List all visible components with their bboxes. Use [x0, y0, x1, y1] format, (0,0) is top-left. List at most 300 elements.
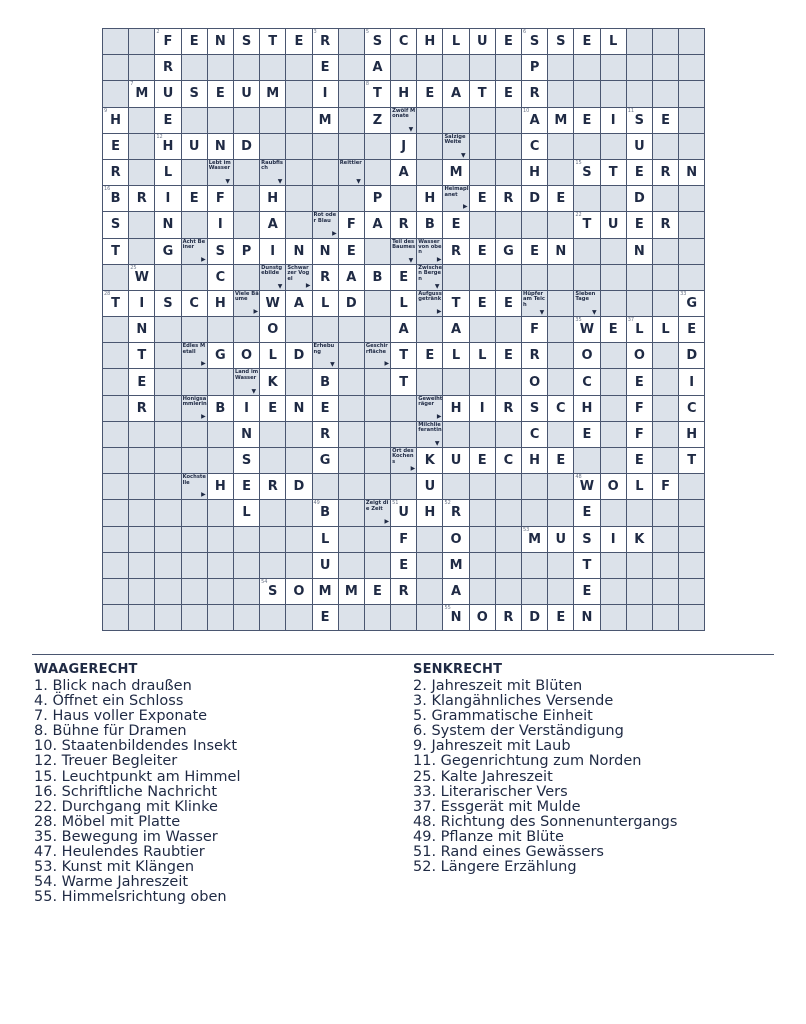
cell-number: 22 — [575, 212, 582, 219]
block-cell — [679, 81, 705, 107]
cell-letter: M — [135, 86, 149, 102]
block-cell — [574, 186, 600, 212]
block-cell — [103, 55, 129, 81]
block-cell — [129, 527, 155, 553]
block-cell — [548, 369, 574, 395]
letter-cell — [522, 29, 548, 55]
block-cell — [208, 317, 234, 343]
block-cell — [417, 134, 443, 160]
letter-cell — [601, 108, 627, 134]
block-cell — [103, 422, 129, 448]
cell-letter: N — [241, 426, 252, 442]
clue-cell-text: Raubfisch — [261, 159, 283, 172]
cell-letter: H — [424, 505, 436, 521]
letter-cell — [443, 212, 469, 238]
letter-cell — [574, 160, 600, 186]
letter-cell — [365, 55, 391, 81]
cell-letter: N — [293, 400, 305, 416]
clue-cell — [182, 239, 208, 265]
block-cell — [286, 605, 312, 631]
letter-cell — [522, 369, 548, 395]
block-cell — [155, 317, 181, 343]
clue-cell — [339, 160, 365, 186]
block-cell — [522, 212, 548, 238]
block-cell — [103, 396, 129, 422]
block-cell — [260, 134, 286, 160]
cell-letter: R — [320, 34, 331, 50]
down-clue: 51. Rand eines Gewässers — [413, 844, 604, 861]
cell-letter: S — [268, 584, 278, 600]
down-clues — [413, 662, 677, 875]
cell-letter: O — [476, 610, 488, 626]
block-cell — [522, 265, 548, 291]
letter-cell — [679, 343, 705, 369]
cell-letter: H — [529, 165, 541, 181]
letter-cell — [313, 55, 339, 81]
block-cell — [470, 212, 496, 238]
block-cell — [417, 527, 443, 553]
cell-letter: L — [399, 295, 408, 311]
letter-cell — [574, 500, 600, 526]
cell-letter: E — [477, 191, 487, 207]
down-clue: 33. Literarischer Vers — [413, 783, 568, 800]
letter-cell — [391, 134, 417, 160]
cell-letter: R — [451, 505, 462, 521]
cell-letter: I — [322, 86, 328, 102]
arrow-right-icon: ▶ — [384, 517, 390, 525]
block-cell — [208, 422, 234, 448]
block-cell — [260, 422, 286, 448]
cell-letter: F — [530, 322, 540, 338]
cell-letter: I — [610, 531, 616, 547]
cell-letter: S — [529, 34, 540, 50]
letter-cell — [574, 317, 600, 343]
letter-cell — [260, 291, 286, 317]
letter-cell — [443, 29, 469, 55]
block-cell — [313, 134, 339, 160]
clue-cell — [182, 396, 208, 422]
block-cell — [182, 422, 208, 448]
block-cell — [627, 55, 653, 81]
letter-cell — [339, 579, 365, 605]
down-clue: 9. Jahreszeit mit Laub — [413, 738, 571, 755]
block-cell — [208, 369, 234, 395]
letter-cell — [208, 134, 234, 160]
block-cell — [496, 265, 522, 291]
block-cell — [155, 265, 181, 291]
cell-letter: G — [503, 243, 514, 259]
block-cell — [601, 579, 627, 605]
cell-letter: E — [634, 374, 644, 390]
clue-cell — [522, 291, 548, 317]
letter-cell — [574, 422, 600, 448]
clue-cell — [417, 265, 443, 291]
letter-cell — [601, 474, 627, 500]
letter-cell — [627, 343, 653, 369]
block-cell — [601, 239, 627, 265]
cell-letter: C — [215, 269, 226, 285]
block-cell — [365, 239, 391, 265]
letter-cell — [548, 108, 574, 134]
cell-letter: N — [162, 217, 174, 233]
clue-cell-text: Wasser von oben — [418, 238, 442, 256]
cell-letter: S — [529, 400, 540, 416]
block-cell — [627, 579, 653, 605]
letter-cell — [129, 369, 155, 395]
block-cell — [286, 186, 312, 212]
cell-letter: U — [188, 138, 200, 154]
letter-cell — [574, 605, 600, 631]
block-cell — [443, 422, 469, 448]
letter-cell — [234, 396, 260, 422]
letter-cell — [391, 553, 417, 579]
block-cell — [470, 160, 496, 186]
block-cell — [234, 579, 260, 605]
cell-letter: M — [318, 584, 332, 600]
cell-letter: M — [554, 112, 568, 128]
cell-letter: F — [399, 531, 409, 547]
arrow-right-icon: ▶ — [436, 255, 442, 263]
across-clue: 35. Bewegung im Wasser — [34, 828, 218, 845]
letter-cell — [129, 396, 155, 422]
letter-cell — [496, 448, 522, 474]
arrow-right-icon: ▶ — [410, 465, 416, 473]
arrow-right-icon: ▶ — [201, 412, 206, 420]
block-cell — [391, 422, 417, 448]
block-cell — [182, 500, 208, 526]
across-clue: 1. Blick nach draußen — [34, 678, 192, 694]
letter-cell — [574, 369, 600, 395]
block-cell — [182, 579, 208, 605]
block-cell — [548, 474, 574, 500]
cell-number: 28 — [104, 290, 111, 297]
cell-letter: U — [424, 479, 436, 495]
block-cell — [339, 134, 365, 160]
down-clue: 52. Längere Erzählung — [413, 859, 577, 876]
cell-letter: U — [607, 217, 619, 233]
down-clue: 5. Grammatische Einheit — [413, 708, 593, 725]
arrow-right-icon: ▶ — [201, 255, 206, 263]
cell-letter: R — [110, 165, 121, 181]
arrow-down-icon: ▼ — [225, 178, 230, 186]
cell-letter: L — [320, 531, 330, 547]
cell-letter: L — [609, 34, 618, 50]
block-cell — [182, 108, 208, 134]
block-cell — [339, 500, 365, 526]
block-cell — [155, 369, 181, 395]
block-cell — [234, 108, 260, 134]
cell-letter: D — [293, 348, 305, 364]
block-cell — [679, 553, 705, 579]
cell-letter: U — [319, 557, 331, 573]
letter-cell — [103, 212, 129, 238]
cell-letter: R — [503, 400, 514, 416]
arrow-down-icon: ▼ — [277, 178, 283, 186]
block-cell — [365, 160, 391, 186]
cell-letter: S — [215, 243, 226, 259]
cell-letter: E — [425, 86, 435, 102]
block-cell — [365, 422, 391, 448]
block-cell — [679, 605, 705, 631]
letter-cell — [653, 160, 679, 186]
letter-cell — [548, 527, 574, 553]
block-cell — [627, 553, 653, 579]
cell-letter: I — [217, 217, 223, 233]
cell-letter: D — [293, 479, 305, 495]
block-cell — [313, 160, 339, 186]
letter-cell — [417, 29, 443, 55]
block-cell — [286, 422, 312, 448]
cell-letter: E — [503, 34, 513, 50]
cell-letter: F — [163, 34, 173, 50]
letter-cell — [339, 291, 365, 317]
cell-number: 12 — [156, 133, 163, 140]
arrow-down-icon: ▼ — [277, 282, 283, 290]
letter-cell — [155, 81, 181, 107]
letter-cell — [155, 239, 181, 265]
block-cell — [679, 134, 705, 160]
across-clue: 7. Haus voller Exponate — [34, 708, 208, 725]
cell-letter: N — [450, 610, 462, 626]
cell-letter: A — [267, 217, 278, 233]
letter-cell — [443, 527, 469, 553]
arrow-right-icon: ▶ — [463, 203, 468, 211]
letter-cell — [627, 474, 653, 500]
block-cell — [208, 527, 234, 553]
letter-cell — [470, 81, 496, 107]
letter-cell — [129, 265, 155, 291]
cell-letter: R — [136, 400, 147, 416]
block-cell — [679, 527, 705, 553]
clue-cell-text: Land im Wasser — [234, 369, 259, 381]
cell-letter: E — [189, 191, 199, 207]
across-clue: 53. Kunst mit Klängen — [34, 859, 195, 876]
down-clue: 2. Jahreszeit mit Blüten — [413, 678, 583, 694]
block-cell — [129, 474, 155, 500]
cell-letter: N — [293, 243, 305, 259]
clue-cell-text: Milchlieferantin — [418, 421, 442, 434]
cell-letter: T — [582, 217, 592, 233]
across-clue: 28. Möbel mit Platte — [34, 813, 181, 830]
arrow-down-icon: ▼ — [408, 256, 414, 264]
cell-letter: E — [111, 138, 121, 154]
clue-cell-text: Schwarzer Vogel — [287, 264, 310, 282]
cell-letter: E — [477, 243, 487, 259]
crossword-grid — [102, 28, 705, 631]
block-cell — [496, 527, 522, 553]
arrow-down-icon: ▼ — [434, 440, 440, 447]
cell-letter: I — [479, 400, 485, 416]
block-cell — [522, 474, 548, 500]
block-cell — [574, 81, 600, 107]
block-cell — [103, 500, 129, 526]
across-clue: 55. Himmelsrichtung oben — [34, 889, 227, 906]
block-cell — [522, 500, 548, 526]
block-cell — [365, 134, 391, 160]
cell-letter: T — [477, 86, 487, 102]
block-cell — [339, 55, 365, 81]
block-cell — [365, 396, 391, 422]
letter-cell — [260, 369, 286, 395]
block-cell — [260, 448, 286, 474]
block-cell — [417, 55, 443, 81]
cell-letter: B — [110, 191, 121, 207]
block-cell — [548, 422, 574, 448]
letter-cell — [234, 343, 260, 369]
block-cell — [653, 291, 679, 317]
letter-cell — [182, 134, 208, 160]
letter-cell — [208, 29, 234, 55]
block-cell — [365, 474, 391, 500]
cell-letter: S — [189, 86, 199, 102]
letter-cell — [234, 29, 260, 55]
clue-cell-text: Honigsammlerin — [182, 395, 207, 408]
down-clue: 48. Richtung des Sonnenuntergangs — [413, 813, 678, 830]
clue-cell — [391, 108, 417, 134]
clue-cell — [391, 239, 417, 265]
block-cell — [286, 81, 312, 107]
clue-cell-text: Ort des Kochens — [392, 448, 414, 465]
cell-letter: L — [268, 348, 277, 364]
cell-letter: S — [110, 217, 121, 233]
cell-letter: T — [111, 295, 121, 311]
cell-letter: S — [582, 531, 592, 547]
clue-cell-text: Sieben Tage — [575, 290, 596, 303]
cell-letter: E — [687, 322, 697, 338]
block-cell — [496, 212, 522, 238]
cell-letter: O — [267, 322, 279, 338]
block-cell — [627, 81, 653, 107]
letter-cell — [313, 81, 339, 107]
letter-cell — [182, 81, 208, 107]
letter-cell — [522, 134, 548, 160]
block-cell — [365, 605, 391, 631]
block-cell — [182, 527, 208, 553]
cell-letter: E — [294, 34, 304, 50]
arrow-right-icon: ▶ — [253, 308, 259, 316]
cell-letter: C — [503, 453, 514, 469]
block-cell — [234, 317, 260, 343]
cell-number: 3 — [313, 29, 317, 35]
block-cell — [496, 579, 522, 605]
block-cell — [496, 160, 522, 186]
letter-cell — [391, 291, 417, 317]
letter-cell — [653, 474, 679, 500]
block-cell — [653, 396, 679, 422]
clue-cell — [313, 212, 339, 238]
cell-letter: E — [477, 453, 487, 469]
cell-letter: H — [267, 191, 279, 207]
letter-cell — [679, 160, 705, 186]
letter-cell — [679, 422, 705, 448]
cell-number: 54 — [261, 578, 268, 585]
down-heading: SENKRECHT — [413, 662, 503, 677]
arrow-down-icon: ▼ — [251, 387, 257, 395]
letter-cell — [653, 108, 679, 134]
block-cell — [286, 160, 312, 186]
cell-letter: E — [582, 112, 592, 128]
letter-cell — [574, 212, 600, 238]
block-cell — [129, 108, 155, 134]
block-cell — [103, 265, 129, 291]
cell-letter: R — [320, 426, 331, 442]
letter-cell — [601, 317, 627, 343]
cell-letter: T — [608, 165, 618, 181]
cell-letter: A — [451, 584, 462, 600]
block-cell — [182, 369, 208, 395]
block-cell — [103, 29, 129, 55]
letter-cell — [443, 579, 469, 605]
clue-cell — [260, 160, 286, 186]
letter-cell — [313, 500, 339, 526]
letter-cell — [391, 29, 417, 55]
block-cell — [339, 317, 365, 343]
cell-letter: E — [634, 165, 644, 181]
letter-cell — [627, 317, 653, 343]
block-cell — [496, 317, 522, 343]
arrow-down-icon: ▼ — [330, 361, 335, 369]
block-cell — [470, 265, 496, 291]
block-cell — [182, 55, 208, 81]
letter-cell — [260, 212, 286, 238]
cell-letter: L — [661, 322, 670, 338]
cell-letter: H — [424, 34, 436, 50]
block-cell — [208, 553, 234, 579]
block-cell — [548, 212, 574, 238]
cell-letter: W — [134, 269, 149, 285]
cell-letter: I — [689, 374, 695, 390]
letter-cell — [260, 343, 286, 369]
letter-cell — [548, 396, 574, 422]
clue-cell-text: Erhebung — [313, 343, 335, 355]
block-cell — [155, 527, 181, 553]
clue-cell — [417, 396, 443, 422]
cell-letter: T — [111, 243, 121, 259]
letter-cell — [522, 422, 548, 448]
cell-letter: E — [137, 374, 147, 390]
block-cell — [653, 369, 679, 395]
letter-cell — [208, 81, 234, 107]
across-heading: WAAGERECHT — [34, 662, 138, 677]
letter-cell — [234, 500, 260, 526]
block-cell — [470, 369, 496, 395]
block-cell — [155, 579, 181, 605]
cell-letter: L — [451, 34, 461, 50]
letter-cell — [627, 239, 653, 265]
block-cell — [155, 553, 181, 579]
block-cell — [496, 422, 522, 448]
block-cell — [365, 317, 391, 343]
block-cell — [339, 369, 365, 395]
cell-letter: H — [162, 138, 174, 154]
clue-cell — [286, 265, 312, 291]
cell-letter: D — [529, 610, 540, 626]
cell-letter: E — [320, 400, 330, 416]
cell-letter: O — [241, 348, 253, 364]
clue-cell — [365, 343, 391, 369]
letter-cell — [365, 29, 391, 55]
block-cell — [260, 527, 286, 553]
letter-cell — [391, 212, 417, 238]
block-cell — [548, 81, 574, 107]
block-cell — [679, 212, 705, 238]
letter-cell — [129, 291, 155, 317]
letter-cell — [443, 500, 469, 526]
cell-letter: D — [241, 138, 252, 154]
block-cell — [103, 553, 129, 579]
block-cell — [182, 317, 208, 343]
cell-letter: E — [189, 34, 199, 50]
